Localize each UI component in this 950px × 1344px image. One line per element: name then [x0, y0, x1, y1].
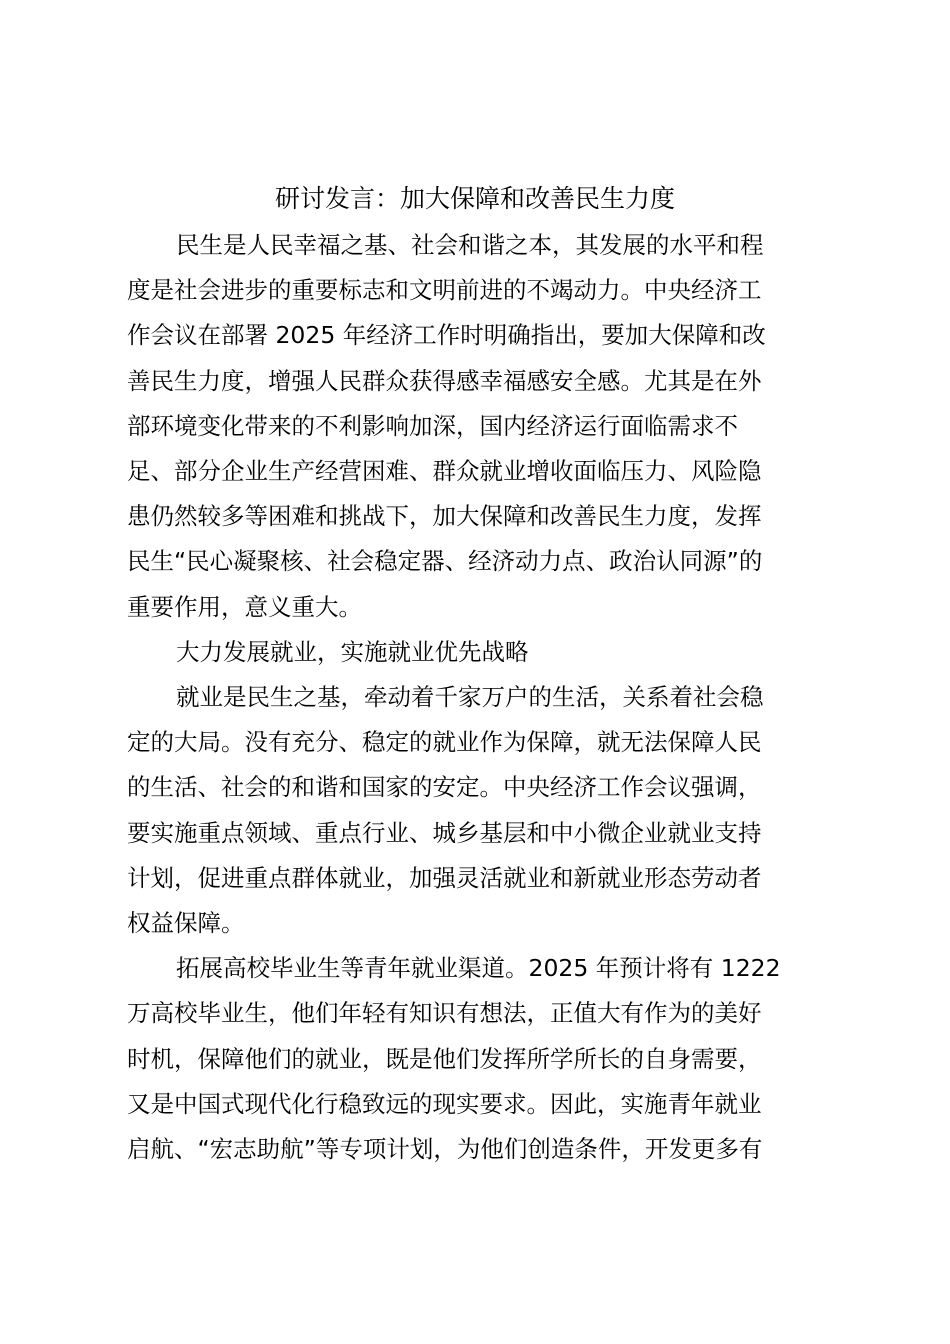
document-body	[127, 223, 829, 1172]
paragraph-line: 民生“民心凝聚核、社会稳定器、经济动力点、政治认同源”的	[127, 547, 763, 576]
paragraph-line: 时机，保障他们的就业，既是他们发挥所学所长的自身需要，	[127, 1044, 762, 1073]
paragraph-line: 计划，促进重点群体就业，加强灵活就业和新就业形态劳动者	[127, 863, 762, 892]
paragraph-line: 足、部分企业生产经营困难、群众就业增收面临压力、风险隐	[127, 457, 762, 486]
paragraph-line: 作会议在部署 2025 年经济工作时明确指出，要加大保障和改	[127, 321, 766, 350]
paragraph-line: 重要作用，意义重大。	[127, 592, 362, 621]
document-title: 研讨发言：加大保障和改善民生力度	[274, 184, 675, 213]
paragraph-line: 患仍然较多等困难和挑战下，加大保障和改善民生力度，发挥	[127, 502, 762, 531]
paragraph-line: 拓展高校毕业生等青年就业渠道。2025 年预计将有 1222	[176, 954, 781, 983]
section-heading: 大力发展就业，实施就业优先战略	[176, 637, 529, 666]
paragraph-line: 权益保障。	[127, 909, 245, 938]
paragraph-line: 定的大局。没有充分、稳定的就业作为保障，就无法保障人民	[127, 728, 762, 757]
paragraph-line: 民生是人民幸福之基、社会和谐之本，其发展的水平和程	[176, 231, 764, 259]
paragraph-line: 就业是民生之基，牵动着千家万户的生活，关系着社会稳	[176, 683, 764, 712]
paragraph-line: 要实施重点领域、重点行业、城乡基层和中小微企业就业支持	[127, 818, 762, 847]
paragraph-line: 善民生力度，增强人民群众获得感幸福感安全感。尤其是在外	[127, 366, 762, 395]
paragraph-line: 万高校毕业生，他们年轻有知识有想法，正值大有作为的美好	[127, 999, 762, 1028]
paragraph-line: 的生活、社会的和谐和国家的安定。中央经济工作会议强调，	[127, 773, 762, 802]
paragraph-line: 部环境变化带来的不利影响加深，国内经济运行面临需求不	[127, 411, 738, 440]
paragraph-line: 又是中国式现代化行稳致远的现实要求。因此，实施青年就业	[127, 1089, 762, 1118]
paragraph-line: 启航、“宏志助航”等专项计划，为他们创造条件，开发更多有	[127, 1135, 763, 1164]
paragraph-line: 度是社会进步的重要标志和文明前进的不竭动力。中央经济工	[127, 276, 762, 305]
